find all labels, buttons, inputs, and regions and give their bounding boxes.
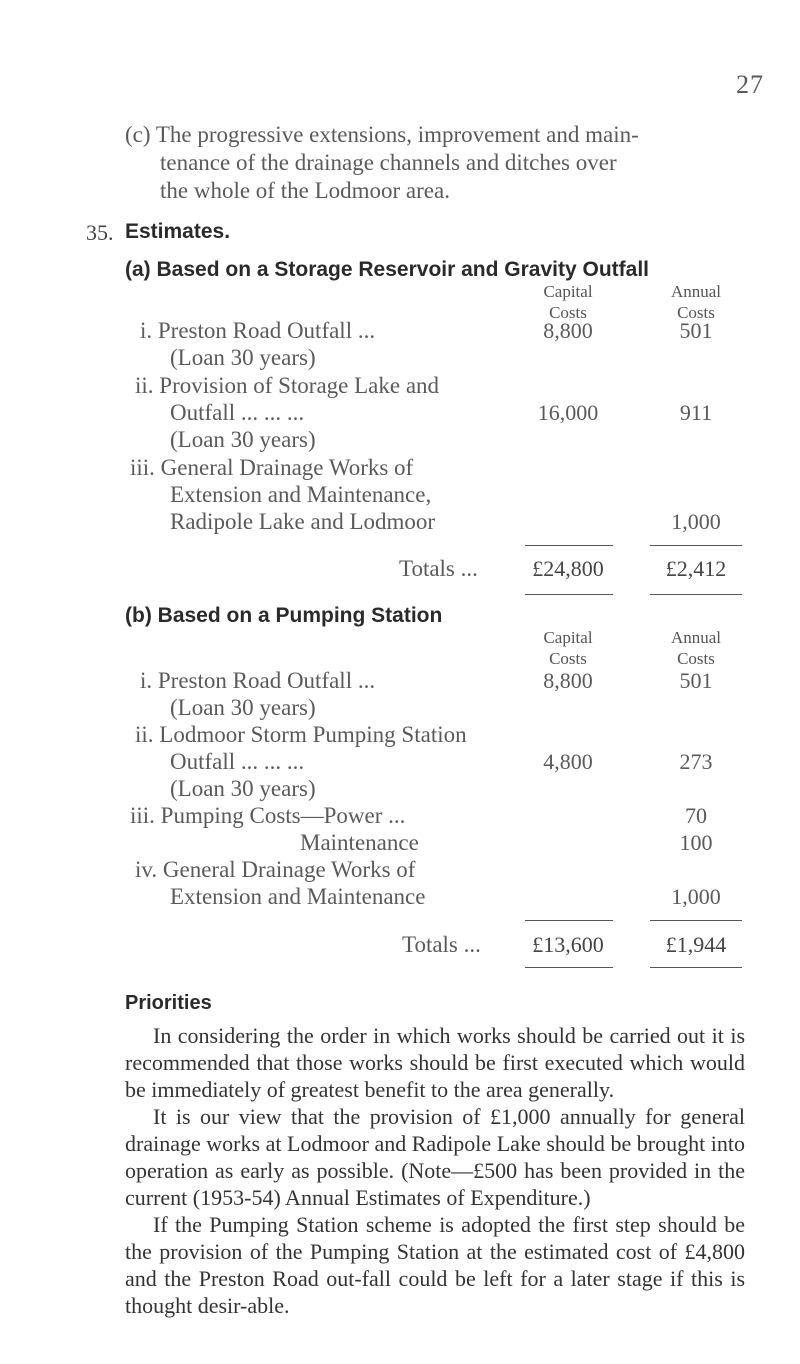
priorities-paragraph-2: It is our view that the provision of £1,000 annually for general drainage works at Lodmoor and Radipole Lake should be brought into operation as early as possible. (Note—£500 has been provided in the current (1953-54) Annual Estimates of Expenditure.) [125,1104,745,1210]
section-number: 35. [86,220,114,245]
table-a-total-annual: £2,412 [665,556,727,581]
table-b-row-4-annual: 1,000 [671,884,721,909]
table-a-row-1-line-2: (Loan 30 years) [170,345,316,370]
page-number: 27 [736,70,764,99]
table-a-annual-rule-top [650,545,742,546]
table-b-row-1-annual: 501 [679,668,713,693]
table-a-total-capital: £24,800 [532,556,604,581]
table-a-row-1-capital: 8,800 [543,318,593,343]
table-b-total-annual: £1,944 [665,932,727,957]
table-b-heading: (b) Based on a Pumping Station [125,604,443,627]
table-a-annual-header: Annual Costs [670,282,722,322]
intro-line-3: the whole of the Lodmoor area. [160,178,450,203]
table-b-row-2-annual: 273 [679,749,713,774]
table-b-row-4-line-1: iv. General Drainage Works of [135,857,416,882]
intro-line-2: tenance of the drainage channels and ditches over [160,150,617,175]
table-a-row-3-annual: 1,000 [671,509,721,534]
table-a-row-3-line-1: iii. General Drainage Works of [130,455,414,480]
table-b-capital-rule-top [525,920,613,921]
table-a-row-2-line-2: Outfall ... ... ... [170,400,305,425]
priorities-title: Priorities [125,992,212,1014]
table-a-capital-rule-bottom [525,594,613,595]
table-b-row-2-line-3: (Loan 30 years) [170,776,316,801]
table-b-annual-header: Annual Costs [670,628,722,668]
table-b-row-3-line-2: Maintenance [300,830,419,855]
table-a-capital-header: Capital Costs [543,282,593,322]
table-a-totals-label: Totals ... [399,556,478,581]
table-a-row-1-annual: 501 [679,318,713,343]
table-b-row-1-line-1: i. Preston Road Outfall ... [140,668,376,693]
table-a-row-3-line-3: Radipole Lake and Lodmoor [170,509,436,534]
table-b-row-3-line-1: iii. Pumping Costs—Power ... [130,803,406,828]
table-b-row-2-capital: 4,800 [543,749,593,774]
table-b-row-2-line-1: ii. Lodmoor Storm Pumping Station [135,722,467,747]
table-b-row-4-line-2: Extension and Maintenance [170,884,426,909]
table-a-row-2-line-1: ii. Provision of Storage Lake and [135,373,440,398]
table-a-row-3-line-2: Extension and Maintenance, [170,482,432,507]
table-b-row-2-line-2: Outfall ... ... ... [170,749,305,774]
table-b-annual-rule-top [650,920,742,921]
table-a-row-2-line-3: (Loan 30 years) [170,427,316,452]
table-b-row-3-annual-maintenance: 100 [679,830,713,855]
table-b-row-1-capital: 8,800 [543,668,593,693]
priorities-paragraph-3: If the Pumping Station scheme is adopted the first step should be the provision of the Pumping Station at the estimated cost of £4,800 and the Preston Road out-fall could be left for a later stage if this is thought desir-able. [125,1212,745,1318]
priorities-body [125,1022,745,1319]
table-a-annual-rule-bottom [650,594,742,595]
intro-line-1: (c) The progressive extensions, improvement and main- [125,122,639,147]
table-b-capital-rule-bottom [525,967,613,968]
table-b-totals-label: Totals ... [402,932,481,957]
section-title: Estimates. [125,220,231,243]
table-a-heading: (a) Based on a Storage Reservoir and Gravity Outfall [125,258,649,281]
priorities-paragraph-1: In considering the order in which works should be carried out it is recommended that those works should be first executed which would be immediately of greatest benefit to the area generally. [125,1023,745,1102]
table-b-annual-rule-bottom [650,967,742,968]
table-b-total-capital: £13,600 [532,932,604,957]
table-b-capital-header: Capital Costs [543,628,593,668]
table-b-row-3-annual-power: 70 [685,803,707,828]
table-a-row-2-capital: 16,000 [537,400,599,425]
table-a-capital-rule-top [525,545,613,546]
table-b-row-1-line-2: (Loan 30 years) [170,695,316,720]
table-a-row-1-line-1: i. Preston Road Outfall ... [140,318,376,343]
table-a-row-2-annual: 911 [679,400,713,425]
